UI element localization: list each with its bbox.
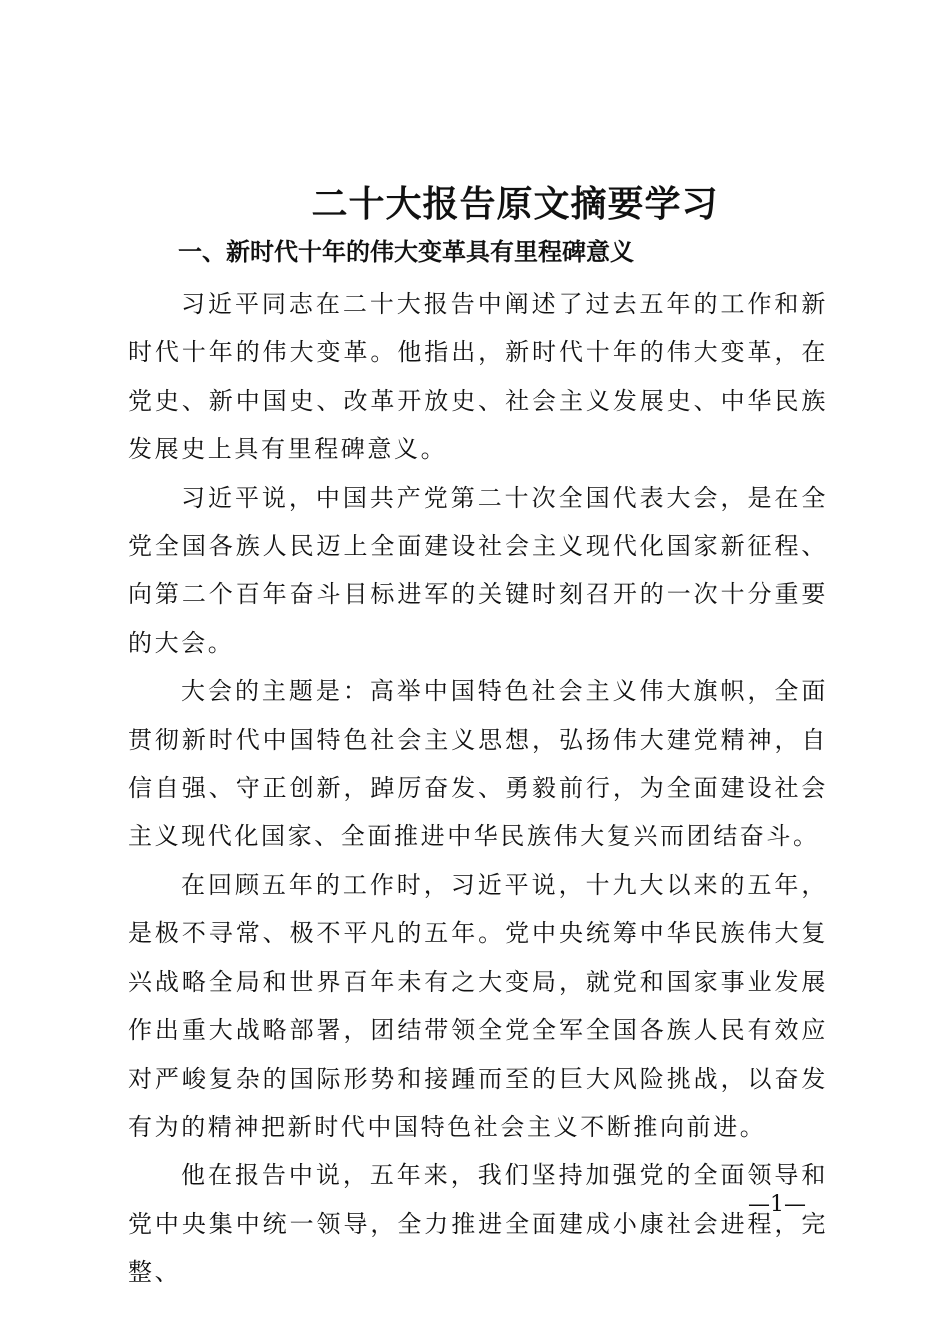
paragraph: 大会的主题是：高举中国特色社会主义伟大旗帜，全面贯彻新时代中国特色社会主义思想，弘扬伟大建党精神，自信自强、守正创新，踔厉奋发、勇毅前行，为全面建设社会主义现代化国家、全面推进中华民族伟大复兴而团结奋斗。 xyxy=(128,677,828,851)
document-title: 二十大报告原文摘要学习 xyxy=(311,183,719,225)
page-number: —1— xyxy=(748,1192,806,1217)
paragraph: 习近平同志在二十大报告中阐述了过去五年的工作和新时代十年的伟大变革。他指出，新时代十年的伟大变革，在党史、新中国史、改革开放史、社会主义发展史、中华民族发展史上具有里程碑意义。 xyxy=(128,290,828,464)
paragraph: 他在报告中说，五年来，我们坚持加强党的全面领导和党中央集中统一领导，全力推进全面建成小康社会进程，完整、 xyxy=(128,1161,828,1287)
paragraph: 在回顾五年的工作时，习近平说，十九大以来的五年，是极不寻常、极不平凡的五年。党中央统筹中华民族伟大复兴战略全局和世界百年未有之大变局，就党和国家事业发展作出重大战略部署，团结带领全党全军全国各族人民有效应对严峻复杂的国际形势和接踵而至的巨大风险挑战，以奋发有为的精神把新时代中国特色社会主义不断推向前进。 xyxy=(128,870,828,1141)
paragraph: 习近平说，中国共产党第二十次全国代表大会，是在全党全国各族人民迈上全面建设社会主义现代化国家新征程、向第二个百年奋斗目标进军的关键时刻召开的一次十分重要的大会。 xyxy=(128,483,828,657)
document-body xyxy=(128,280,828,1297)
section-heading: 一、新时代十年的伟大变革具有里程碑意义 xyxy=(178,238,634,266)
